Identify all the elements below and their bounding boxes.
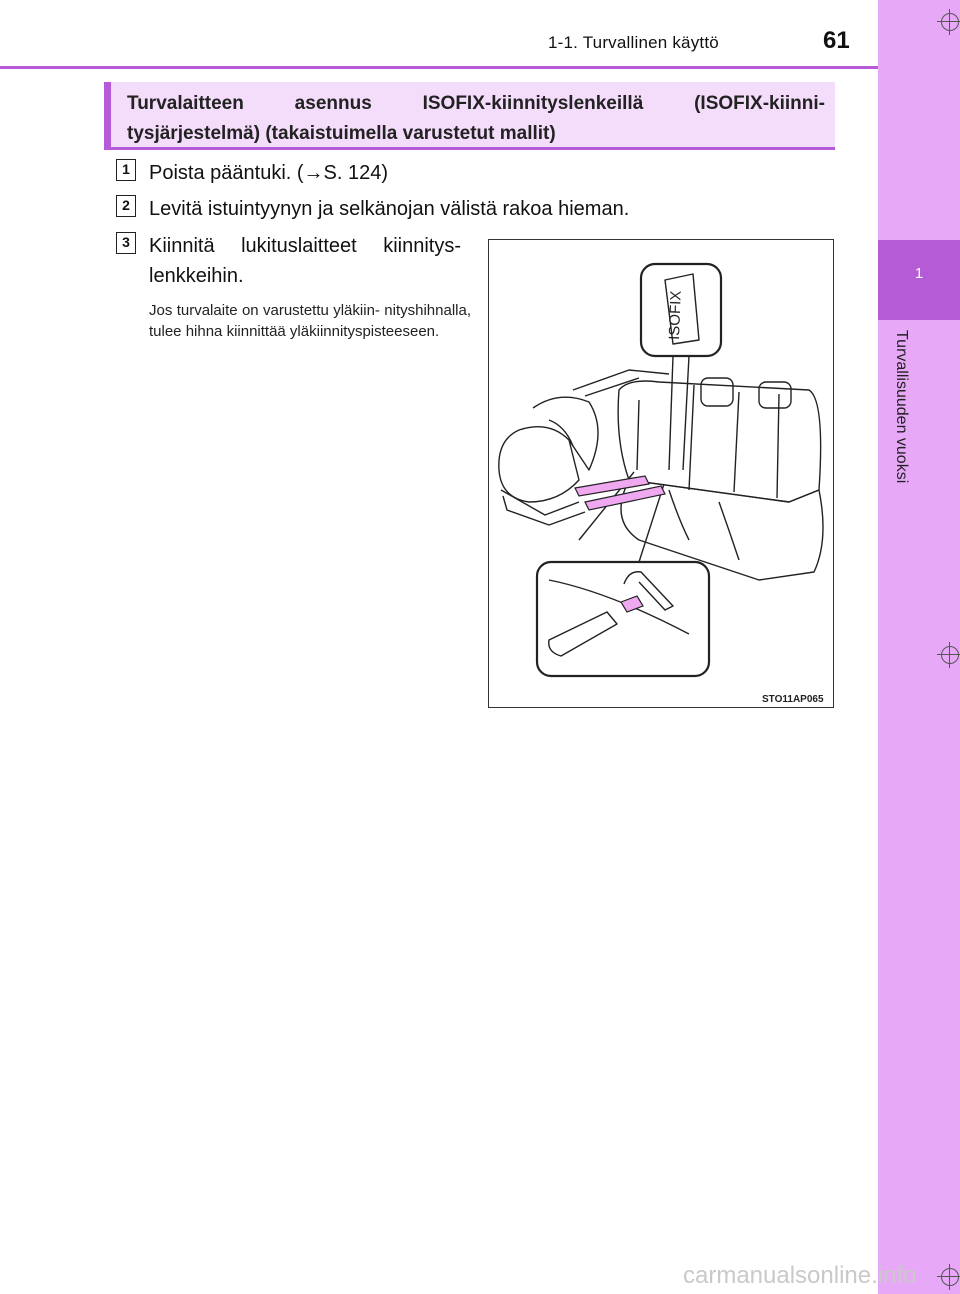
crop-mark-icon — [937, 1264, 960, 1290]
step-text-3: Kiinnitä lukituslaitteet kiinnitys- lenkkeihin. — [149, 235, 461, 287]
note-text: Jos turvalaite on varustettu yläkiin- nityshihnalla, tulee hihna kiinnittää yläkiinnityspisteeseen. — [149, 302, 471, 340]
section-title: Turvalaitteen asennus ISOFIX-kiinnityslenkeillä (ISOFIX-kiinni- tysjärjestelmä) (takaistuimella varustetut mallit) — [127, 93, 825, 144]
step-number-1: 1 — [116, 159, 136, 181]
header-title: 1-1. Turvallinen käyttö — [548, 33, 719, 52]
page-number: 61 — [823, 27, 850, 54]
section-heading-box — [104, 82, 835, 150]
watermark: carmanualsonline.info — [683, 1262, 917, 1289]
chapter-number: 1 — [914, 265, 924, 282]
figure-code: STO11AP065 — [762, 694, 824, 705]
isofix-drawing — [489, 240, 835, 709]
step-number-3: 3 — [116, 232, 136, 254]
crop-mark-icon — [937, 642, 960, 668]
section-label: Turvallisuuden vuoksi — [893, 330, 910, 484]
isofix-tag-label: ISOFIX — [666, 290, 685, 341]
step-text-1: Poista pääntuki. (→S. 124) — [149, 162, 389, 184]
crop-mark-icon — [937, 9, 960, 35]
step-number-2: 2 — [116, 195, 136, 217]
isofix-illustration — [488, 239, 834, 708]
header-rule — [0, 66, 878, 69]
step-text-2: Levitä istuintyynyn ja selkänojan välistä rakoa hieman. — [149, 198, 630, 220]
